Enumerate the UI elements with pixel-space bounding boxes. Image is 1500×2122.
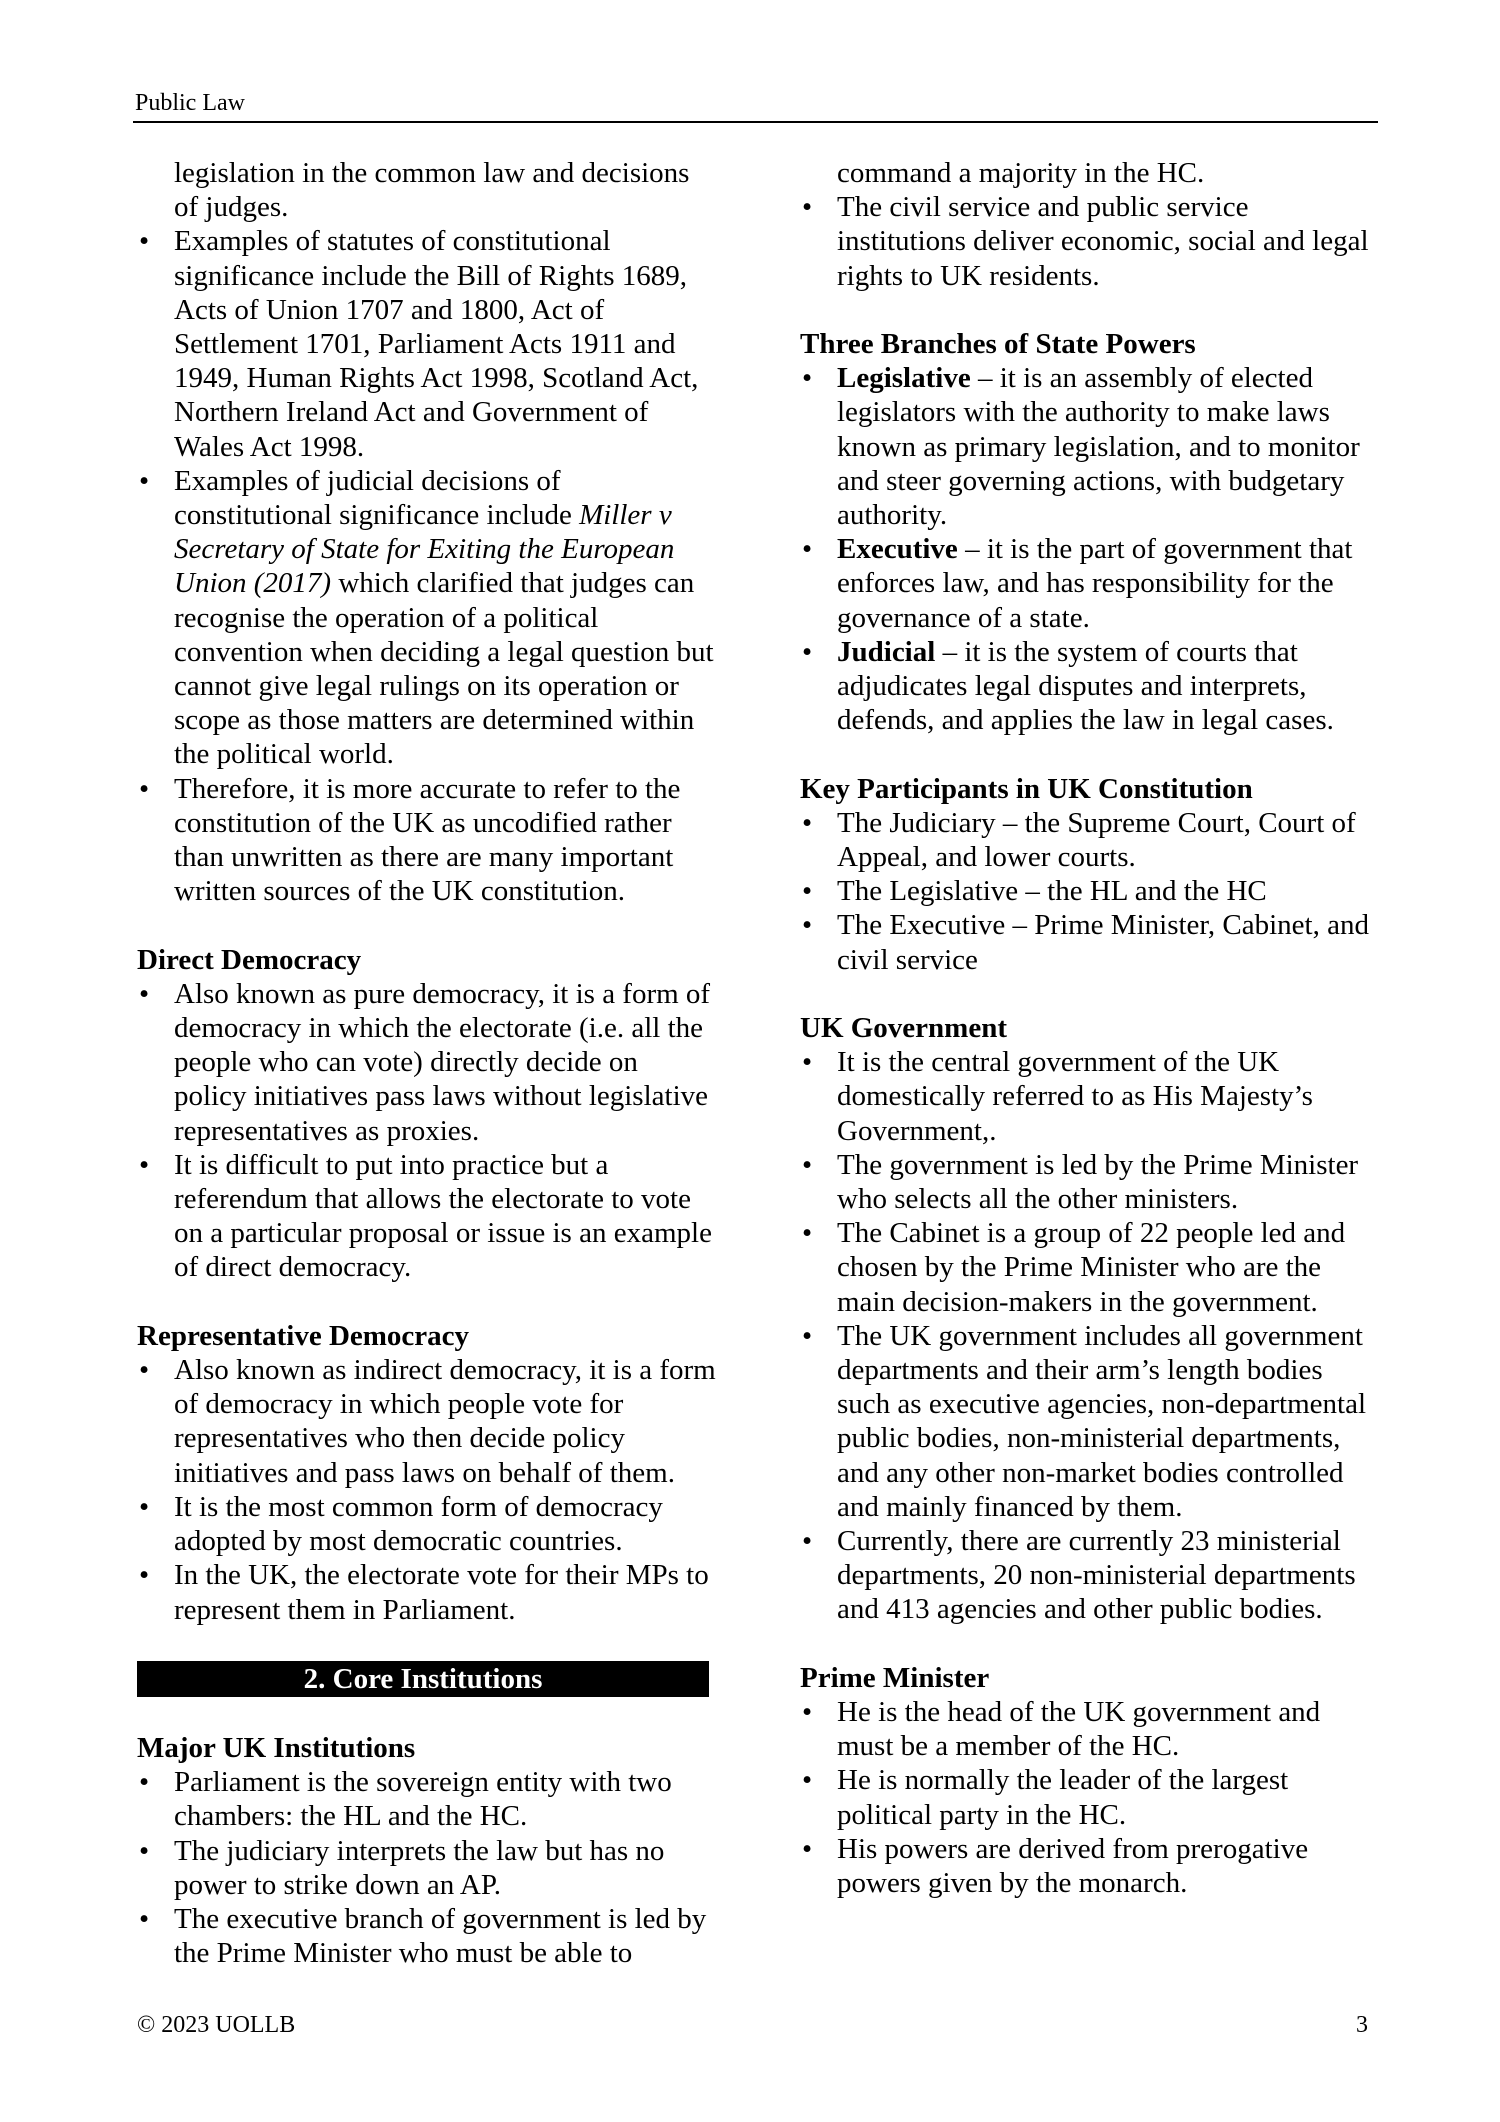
bullet-text: – it is the part of government that enforces law, and has responsibility for the governance of a state.	[837, 533, 1353, 634]
section-heading-direct-democracy: Direct Democracy	[137, 943, 362, 976]
bullet-item	[800, 635, 1380, 738]
footer-copyright: © 2023 UOLLB	[137, 2012, 296, 2038]
bullet-item: • The judiciary interprets the law but has no power to strike down an AP.	[137, 1834, 717, 1902]
bullet-item: • The government is led by the Prime Minister who selects all the other ministers.	[800, 1148, 1380, 1216]
left-column	[137, 156, 717, 1971]
term-judicial: Judicial	[837, 635, 936, 668]
section-heading-major-uk-institutions: Major UK Institutions	[137, 1732, 416, 1765]
bullet-item: • Examples of statutes of constitutional significance include the Bill of Rights 1689, Acts of Union 1707 and 1800, Act of Settlement 1701, Parliament Acts 1911 and 1949, Human Rights Act 1998, Scotland Act, Northern Ireland Act and Government of Wales Act 1998.	[137, 224, 717, 463]
bullet-item: • It is the most common form of democracy adopted by most democratic countries.	[137, 1490, 717, 1558]
bullet-item	[800, 532, 1380, 635]
bullet-item: • The Executive – Prime Minister, Cabinet, and civil service	[800, 908, 1380, 976]
bullet-text: Examples of judicial decisions of constitutional significance include	[174, 464, 580, 532]
chapter-band-core-institutions: 2. Core Institutions	[137, 1661, 709, 1697]
bullet-text: which clarified that judges can recognise the operation of a political convention when deciding a legal question but cannot give legal rulings on its operation or scope as those matters are determined within the political world.	[174, 567, 714, 771]
bullet-item: • The civil service and public service institutions deliver economic, social and legal rights to UK residents.	[800, 190, 1380, 293]
section-heading-key-participants: Key Participants in UK Constitution	[800, 772, 1253, 805]
bullet-item: • It is the central government of the UK domestically referred to as His Majesty’s Government,.	[800, 1045, 1380, 1148]
section-heading-three-branches: Three Branches of State Powers	[800, 328, 1196, 360]
bullet-item: • The Judiciary – the Supreme Court, Court of Appeal, and lower courts.	[800, 806, 1380, 874]
bullet-item: • Parliament is the sovereign entity with two chambers: the HL and the HC.	[137, 1765, 717, 1833]
right-column	[800, 156, 1380, 1900]
section-heading-uk-government: UK Government	[800, 1012, 1007, 1045]
bullet-text: – it is the system of courts that adjudicates legal disputes and interprets, defends, and applies the law in legal cases.	[837, 635, 1334, 737]
bullet-item: • It is difficult to put into practice but a referendum that allows the electorate to vote on a particular proposal or issue is an example of direct democracy.	[137, 1148, 717, 1285]
running-header: Public Law	[135, 90, 245, 116]
section-heading-representative-democracy: Representative Democracy	[137, 1319, 470, 1352]
bullet-item: • Therefore, it is more accurate to refer to the constitution of the UK as uncodified rather than unwritten as there are many important written sources of the UK constitution.	[137, 772, 717, 909]
term-executive: Executive	[837, 533, 958, 566]
bullet-item: • The Cabinet is a group of 22 people led and chosen by the Prime Minister who are the main decision-makers in the government.	[800, 1216, 1380, 1319]
section-heading-prime-minister: Prime Minister	[800, 1661, 990, 1694]
case-citation: Miller v Secretary of State for Exiting the European Union (2017)	[174, 499, 675, 600]
bullet-item: • He is the head of the UK government and must be a member of the HC.	[800, 1695, 1380, 1763]
bullet-item: • The executive branch of government is led by the Prime Minister who must be able to	[137, 1902, 717, 1970]
bullet-item: • Currently, there are currently 23 ministerial departments, 20 non-ministerial departments and 413 agencies and other public bodies.	[800, 1524, 1380, 1627]
bullet-item: • In the UK, the electorate vote for their MPs to represent them in Parliament.	[137, 1558, 717, 1626]
bullet-text: – it is an assembly of elected legislators with the authority to make laws known as primary legislation, and to monitor and steer governing actions, with budgetary authority.	[837, 362, 1360, 532]
page-number: 3	[1356, 2012, 1368, 2038]
bullet-item: • The Legislative – the HL and the HC	[800, 874, 1380, 908]
continued-text: legislation in the common law and decisions of judges.	[174, 157, 690, 224]
bullet-item: • His powers are derived from prerogative powers given by the monarch.	[800, 1832, 1380, 1900]
bullet-item: • Also known as pure democracy, it is a form of democracy in which the electorate (i.e. all the people who can vote) directly decide on policy initiatives pass laws without legislative representatives as proxies.	[137, 977, 717, 1148]
bullet-item	[137, 464, 717, 772]
continued-text: command a majority in the HC.	[837, 157, 1205, 189]
header-rule	[133, 121, 1378, 123]
bullet-item	[800, 361, 1380, 532]
bullet-item: • Also known as indirect democracy, it is a form of democracy in which people vote for representatives who then decide policy initiatives and pass laws on behalf of them.	[137, 1353, 717, 1490]
term-legislative: Legislative	[837, 362, 971, 395]
bullet-item: • The UK government includes all government departments and their arm’s length bodies such as executive agencies, non-departmental public bodies, non-ministerial departments, and any other non-market bodies controlled and mainly financed by them.	[800, 1319, 1380, 1524]
bullet-item: • He is normally the leader of the largest political party in the HC.	[800, 1763, 1380, 1831]
